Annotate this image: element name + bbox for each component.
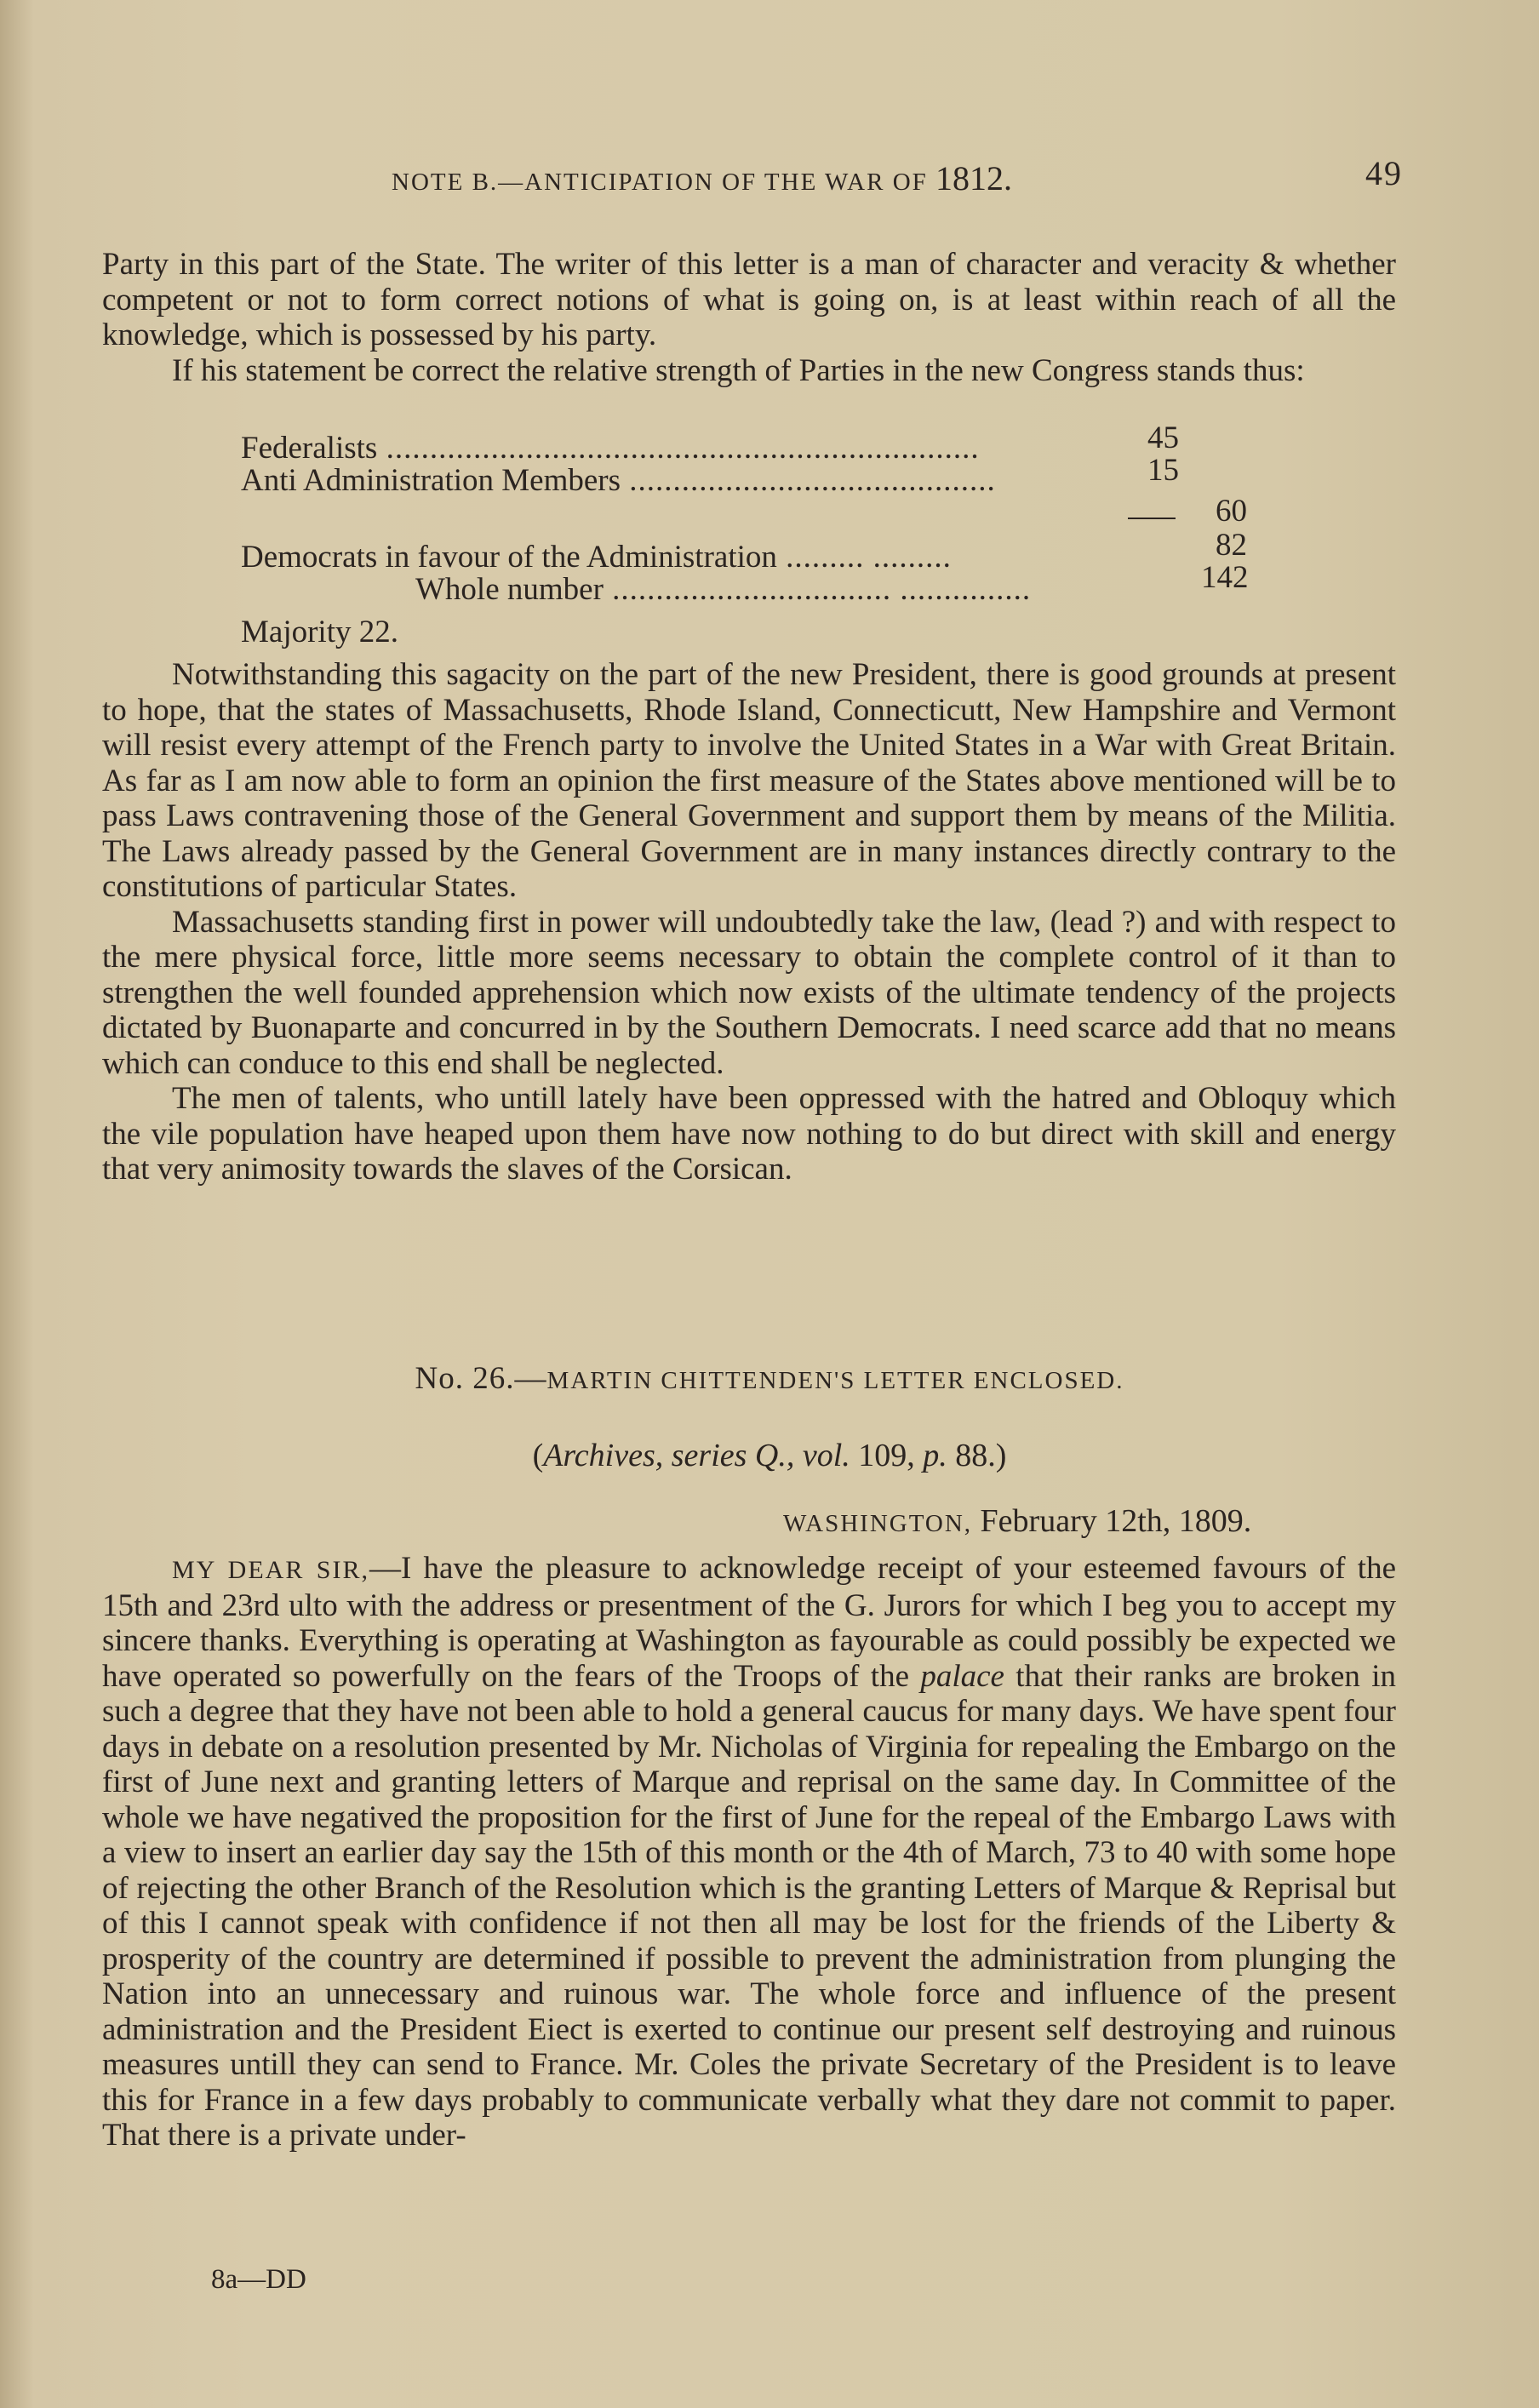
tally-label: Anti Administration Members [241, 463, 621, 498]
tally-row: Federalists .................................................................... [241, 431, 980, 466]
letter-text: that their ranks are broken in such a degree that they have not been able to hold a general caucus for many days. We have spent four days in debate on a resolution presented by Mr. Nicholas of Virginia for repealing the Embargo on the first of June next and granting letters of Marque and reprisal on the same day. In Committee of the whole we have negatived the proposition for the first of June for the repeal of the Embargo Laws with a view to insert an earlier day say the 15th of this month or the 4th of March, 73 to 40 with some hope of rejecting the other Branch of the Resolution which is the granting Letters of Marque & Reprisal but of this I cannot speak with confidence if not then all may be lost for the friends of the Liberty & prosperity of the country are determined if possible to prevent the administration from plunging the Nation into an unnecessary and ruinous war. The whole force and influence of the present administration and the President Eiect is exerted to continue our present self destroying and ruinous measures untill they can send to France. Mr. Coles the private Secretary of the President is to leave this for France in a few days probably to communicate verbally what they dare not commit to paper. That there is a private under- [102, 1658, 1396, 2153]
signature-mark: 8a—DD [211, 2264, 306, 2295]
paragraph: Massachusetts standing first in power will undoubtedly take the law, (lead ?) and with respect to the mere physical force, little more seems necessary to obtain the complete control of it than to strengthen the well founded apprehension which now exists of the ultimate tendency of the projects dictated by Buonaparte and concurred in by the Southern Democrats. I need scarce add that no means which can conduce to this end shall be neglected. [102, 904, 1396, 1081]
intro-text [102, 247, 1396, 388]
letter-body [102, 1551, 1396, 2153]
tally-value: 82 [1216, 528, 1247, 563]
tally-subtotal: 60 [1216, 494, 1247, 529]
running-title-text: NOTE B.—ANTICIPATION OF THE WAR OF [392, 169, 928, 196]
running-header [392, 153, 1403, 204]
tally-row: Democrats in favour of the Administration ......... ......... [241, 540, 952, 575]
citation-open: ( [532, 1438, 544, 1473]
page-number: 49 [1365, 154, 1403, 192]
letter-title: MARTIN CHITTENDEN'S LETTER ENCLOSED. [546, 1367, 1124, 1394]
tally-row: Anti Administration Members .......................................... [241, 463, 996, 498]
tally-row: Whole number ................................ ............... [415, 572, 1032, 607]
tally-value: 15 [1147, 453, 1179, 488]
letter-number: No. 26.— [415, 1361, 547, 1396]
tally-label: Whole number [415, 572, 604, 607]
tally-label: Democrats in favour of the Administration [241, 540, 777, 575]
tally-majority: Majority 22. [241, 615, 398, 649]
dateline-date: February 12th, 1809. [972, 1503, 1252, 1539]
sum-rule [1128, 518, 1176, 519]
citation-archive: Archives, series Q., vol. [543, 1438, 850, 1473]
citation-page: 88.) [947, 1438, 1007, 1473]
running-title [392, 158, 1012, 198]
citation-volume: 109, [850, 1438, 924, 1473]
dateline-place: WASHINGTON, [783, 1510, 973, 1537]
letter-italic-word: palace [920, 1658, 1004, 1694]
tally-value: 45 [1147, 420, 1179, 455]
citation-page-label: p. [923, 1438, 947, 1473]
paragraph: If his statement be correct the relative strength of Parties in the new Congress stands thus: [172, 352, 1305, 388]
paragraph: Party in this part of the State. The writer of this letter is a man of character and veracity & whether competent or not to form correct notions of what is going on, is at least within reach of all the knowledge, which is possessed by his party. [102, 247, 1396, 352]
letter-heading [0, 1360, 1539, 1397]
dateline [783, 1502, 1251, 1540]
running-title-year: 1812. [935, 159, 1013, 197]
body-text [102, 657, 1396, 1187]
letter-text: —I have the pleasure to acknowledge receipt of your esteemed favours of the 15th and 23rd ulto with the address or presentment of the G. Jurors for which I beg you to accept my sincere thanks. Everything is operating at Washington as fayourable as could possibly be expected we have operated so powerfully on the fears of the Troops of the [102, 1551, 1397, 1694]
letter-paragraph [102, 1551, 1396, 2153]
paragraph: The men of talents, who untill lately have been oppressed with the hatred and Obloquy which the vile population have heaped upon them have now nothing to do but direct with skill and energy that very animosity towards the slaves of the Corsican. [102, 1081, 1396, 1187]
paragraph: Notwithstanding this sagacity on the part of the new President, there is good grounds at present to hope, that the states of Massachusetts, Rhode Island, Connecticutt, New Hampshire and Vermont will resist every attempt of the French party to involve the United States in a War with Great Britain. As far as I am now able to form an opinion the first measure of the States above mentioned will be to pass Laws contravening those of the General Government and support them by means of the Militia. The Laws already passed by the General Government are in many instances directly contrary to the constitutions of particular States. [102, 657, 1396, 904]
salutation: MY DEAR SIR, [172, 1556, 369, 1584]
tally-label: Federalists [241, 431, 378, 466]
tally-value: 142 [1201, 560, 1249, 595]
archive-citation [0, 1437, 1539, 1474]
